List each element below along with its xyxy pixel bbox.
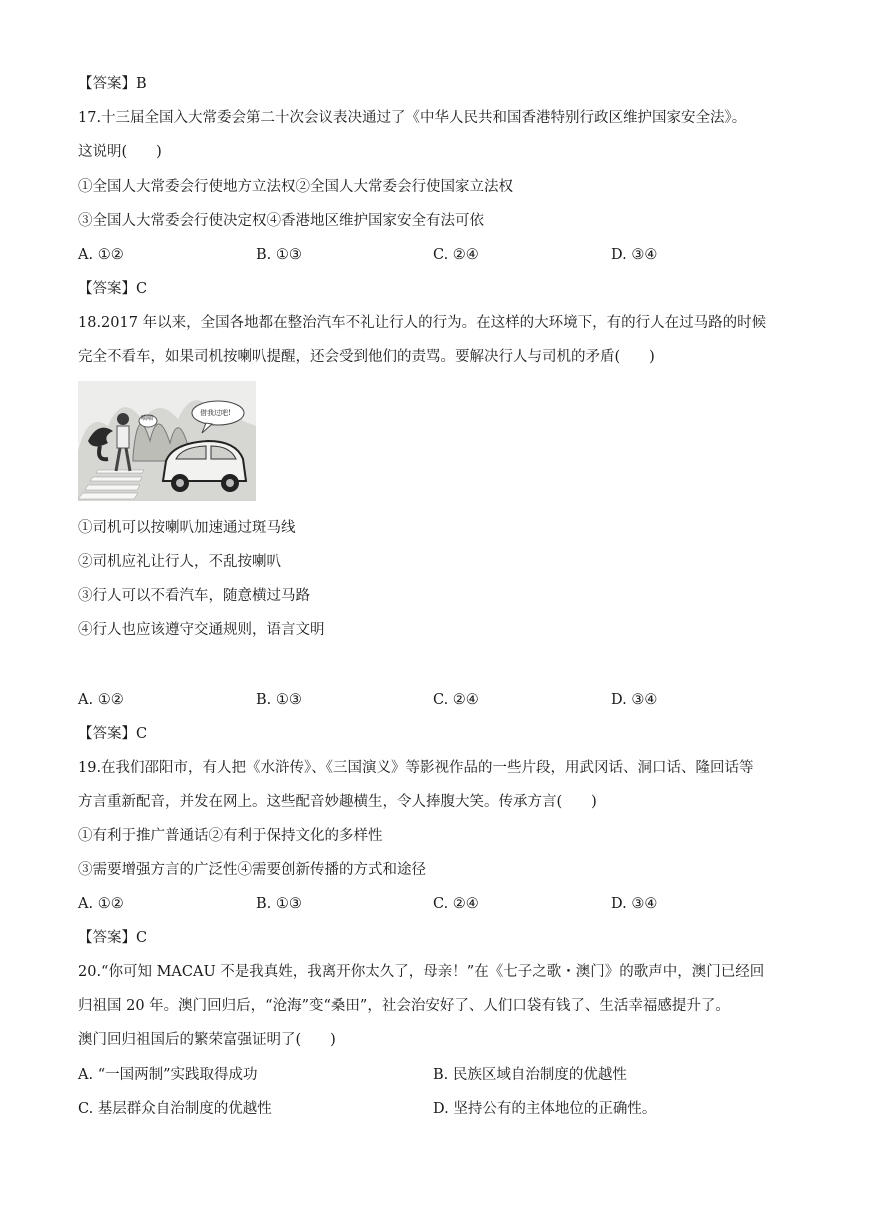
q18-option-c: C. ②④ <box>433 692 479 708</box>
q19-statement-line2: ③需要增强方言的广泛性④需要创新传播的方式和途径 <box>78 862 426 878</box>
q19-stem-line2: 方言重新配音，并发在网上。这些配音妙趣横生，令人捧腹大笑。传承方言( ) <box>78 794 597 810</box>
q18-stem-line2: 完全不看车，如果司机按喇叭提醒，还会受到他们的责骂。要解决行人与司机的矛盾( ) <box>78 349 655 365</box>
q18-option-b: B. ①③ <box>256 692 302 708</box>
q20-option-d: D. 坚持公有的主体地位的正确性。 <box>433 1101 657 1117</box>
q17-stem-line1: 17.十三届全国入大常委会第二十次会议表决通过了《中华人民共和国香港特别行政区维护国家安全法》。 <box>78 110 747 126</box>
q17-option-d: D. ③④ <box>611 247 658 263</box>
q19-option-c: C. ②④ <box>433 896 479 912</box>
q18-statement-1: ①司机可以按喇叭加速通过斑马线 <box>78 520 296 536</box>
q20-stem-line2: 归祖国 20 年。澳门回归后，“沧海”变“桑田”，社会治安好了、人们口袋有钱了、生活幸福感提升了。 <box>78 998 730 1014</box>
q18-answer: 【答案】C <box>78 726 148 742</box>
q18-bubble-right-text: 借我过吧! <box>200 409 231 417</box>
q17-stem-line2: 这说明( ) <box>78 144 162 160</box>
q20-stem-line1: 20.“你可知 MACAU 不是我真姓，我离开你太久了，母亲！”在《七子之歌・澳门》的歌声中，澳门已经回 <box>78 964 765 980</box>
q18-option-d: D. ③④ <box>611 692 658 708</box>
q17-option-c: C. ②④ <box>433 247 479 263</box>
q18-statement-3: ③行人可以不看汽车，随意横过马路 <box>78 588 310 604</box>
q17-option-b: B. ①③ <box>256 247 302 263</box>
q16-answer: 【答案】B <box>78 76 147 92</box>
q18-statement-2: ②司机应礼让行人，不乱按喇叭 <box>78 554 281 570</box>
q18-illustration <box>78 381 256 501</box>
q20-option-b: B. 民族区域自治制度的优越性 <box>433 1067 627 1083</box>
q17-statement-line2: ③全国人大常委会行使决定权④香港地区维护国家安全有法可依 <box>78 213 484 229</box>
q18-bubble-left-text: 嘀嘀 <box>141 415 154 422</box>
q20-option-a: A. “一国两制”实践取得成功 <box>78 1067 258 1083</box>
q18-option-a: A. ①② <box>78 692 124 708</box>
q19-option-a: A. ①② <box>78 896 124 912</box>
q19-option-d: D. ③④ <box>611 896 658 912</box>
q19-statement-line1: ①有利于推广普通话②有利于保持文化的多样性 <box>78 828 383 844</box>
q19-answer: 【答案】C <box>78 930 148 946</box>
q20-option-c: C. 基层群众自治制度的优越性 <box>78 1101 272 1117</box>
q19-stem-line1: 19.在我们邵阳市，有人把《水浒传》、《三国演义》等影视作品的一些片段，用武冈话、洞口话、隆回话等 <box>78 760 754 776</box>
q18-statement-4: ④行人也应该遵守交通规则，语言文明 <box>78 622 325 638</box>
q17-answer: 【答案】C <box>78 281 148 297</box>
q17-statement-line1: ①全国人大常委会行使地方立法权②全国人大常委会行使国家立法权 <box>78 179 513 195</box>
q20-stem-line3: 澳门回归祖国后的繁荣富强证明了( ) <box>78 1032 336 1048</box>
q19-option-b: B. ①③ <box>256 896 302 912</box>
q18-stem-line1: 18.2017 年以来，全国各地都在整治汽车不礼让行人的行为。在这样的大环境下，有的行人在过马路的时候 <box>78 315 767 331</box>
q17-option-a: A. ①② <box>78 247 124 263</box>
